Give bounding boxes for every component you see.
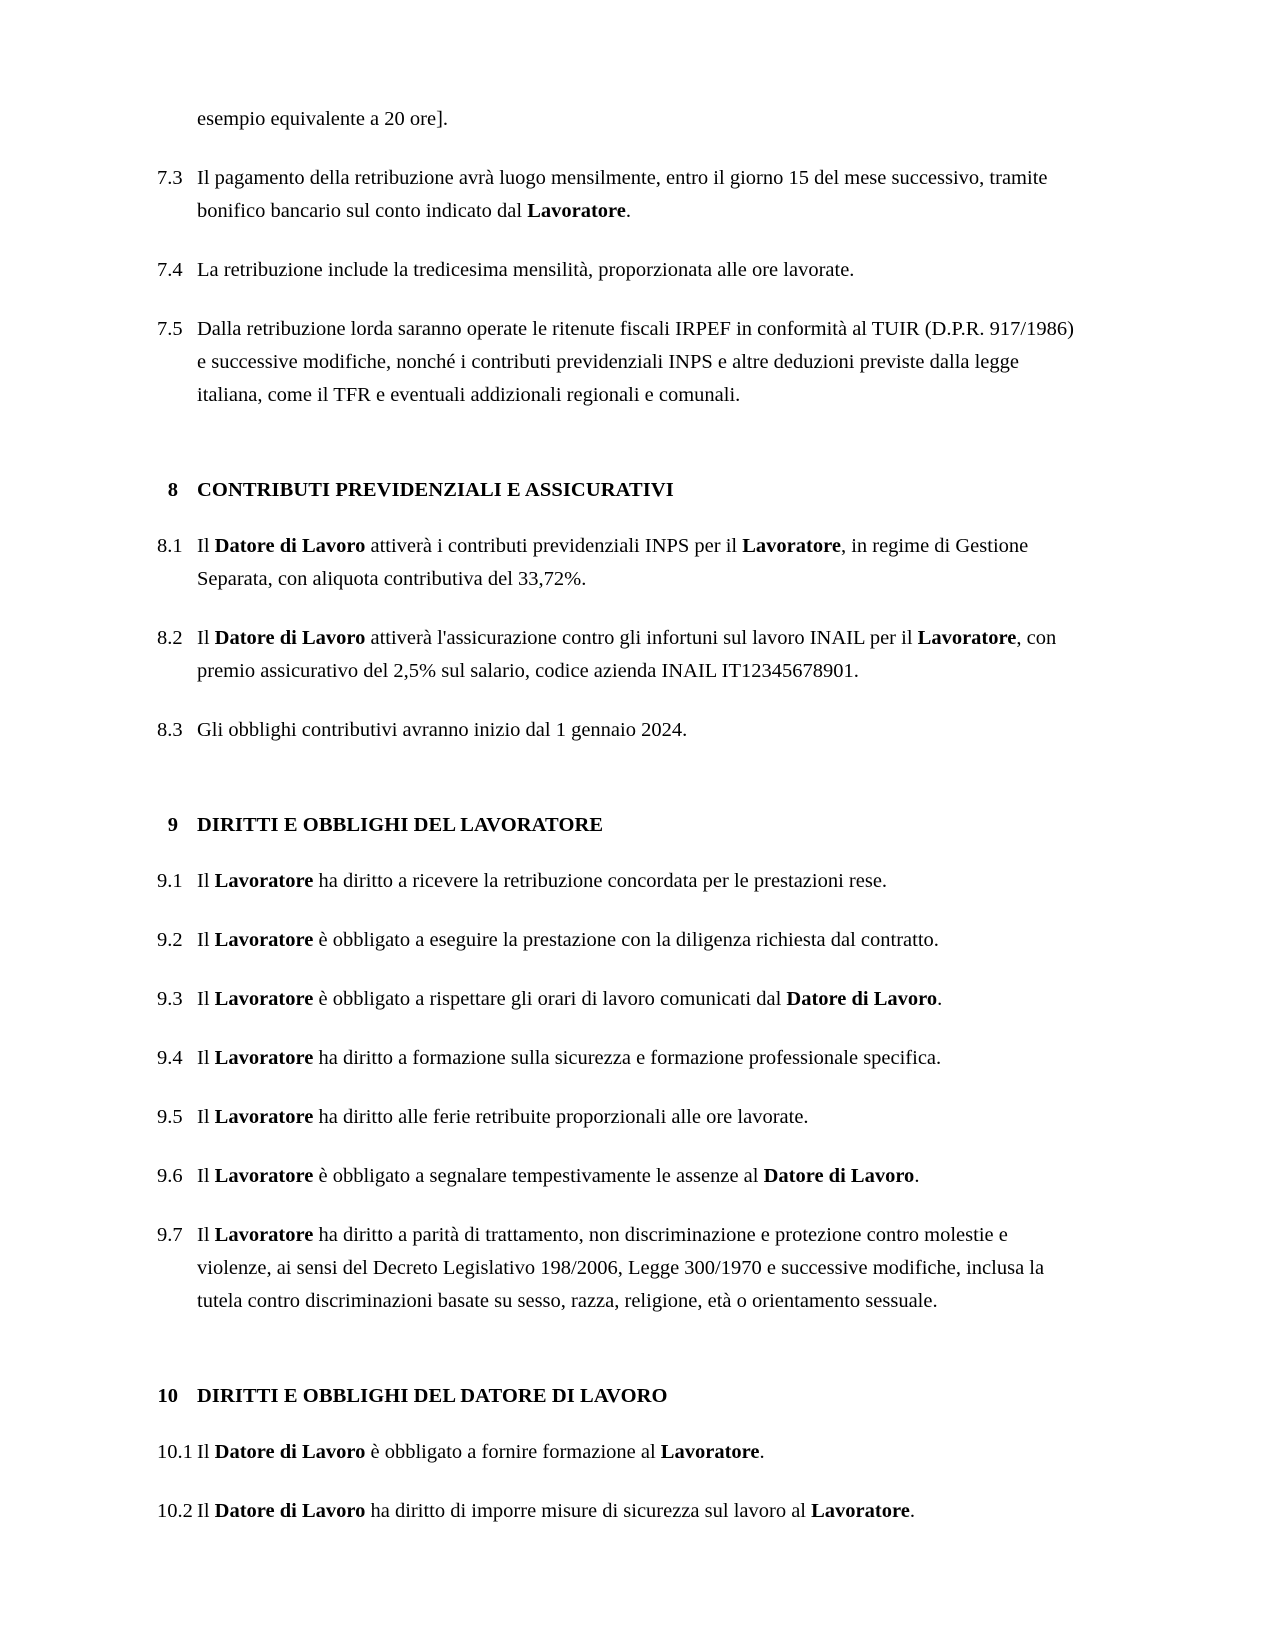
document-body bbox=[157, 103, 1078, 1528]
clause-text: Il Lavoratore ha diritto a formazione sulla sicurezza e formazione professionale specifica. bbox=[197, 1047, 942, 1069]
clause-text: Il Datore di Lavoro è obbligato a fornire formazione al Lavoratore. bbox=[197, 1441, 765, 1463]
clause-text: Il Lavoratore è obbligato a rispettare gli orari di lavoro comunicati dal Datore di Lavoro. bbox=[197, 988, 943, 1010]
clause-item bbox=[157, 254, 1078, 287]
clause-item bbox=[157, 1042, 1078, 1075]
clause-number: 9.5 bbox=[157, 1106, 183, 1128]
clause-number: 8.3 bbox=[157, 719, 183, 741]
clause-number: 9.1 bbox=[157, 870, 183, 892]
section-title: CONTRIBUTI PREVIDENZIALI E ASSICURATIVI bbox=[197, 479, 674, 501]
clause-number: 9.6 bbox=[157, 1165, 183, 1187]
section-title: DIRITTI E OBBLIGHI DEL LAVORATORE bbox=[197, 814, 604, 836]
clause-text: Dalla retribuzione lorda saranno operate le ritenute fiscali IRPEF in conformità al TUIR (D.P.R. 917/1986) e successive modifiche, nonché i contributi previdenziali INPS e altre deduzioni previste dalla legge italiana, come il TFR e eventuali addizionali regionali e comunali. bbox=[197, 318, 1074, 406]
clause-number: 8.2 bbox=[157, 627, 183, 649]
clause-text: Il Datore di Lavoro attiverà i contributi previdenziali INPS per il Lavoratore, in regime di Gestione Separata, con aliquota contributiva del 33,72%. bbox=[197, 535, 1029, 590]
clause-number: 8.1 bbox=[157, 535, 183, 557]
clause-text: Il Lavoratore ha diritto a parità di trattamento, non discriminazione e protezione contro molestie e violenze, ai sensi del Decreto Legislativo 198/2006, Legge 300/1970 e successive modifiche, inclusa la tutela contro discriminazioni basate su sesso, razza, religione, età o orientamento sessuale. bbox=[197, 1224, 1045, 1312]
clause-number: 10.1 bbox=[157, 1441, 193, 1463]
clause-item bbox=[157, 622, 1078, 688]
clause-item bbox=[157, 162, 1078, 228]
clause-item bbox=[157, 714, 1078, 747]
clause-text: La retribuzione include la tredicesima mensilità, proporzionata alle ore lavorate. bbox=[197, 259, 855, 281]
section-heading bbox=[157, 809, 1078, 842]
section-number: 9 bbox=[167, 814, 178, 836]
clause-list bbox=[157, 162, 1078, 1528]
clause-item bbox=[157, 865, 1078, 898]
section-number: 8 bbox=[167, 479, 178, 501]
clause-number: 9.3 bbox=[157, 988, 183, 1010]
clause-number: 7.3 bbox=[157, 167, 183, 189]
carry-over-line: esempio equivalente a 20 ore]. bbox=[197, 108, 449, 130]
clause-number: 9.2 bbox=[157, 929, 183, 951]
clause-item bbox=[157, 924, 1078, 957]
clause-number: 10.2 bbox=[157, 1500, 193, 1522]
clause-item bbox=[157, 1495, 1078, 1528]
clause-item bbox=[157, 983, 1078, 1016]
clause-item bbox=[157, 1160, 1078, 1193]
clause-item bbox=[157, 1436, 1078, 1469]
clause-text: Il Lavoratore ha diritto alle ferie retribuite proporzionali alle ore lavorate. bbox=[197, 1106, 809, 1128]
clause-text: Il Lavoratore ha diritto a ricevere la retribuzione concordata per le prestazioni rese. bbox=[197, 870, 888, 892]
clause-text: Il Datore di Lavoro attiverà l'assicurazione contro gli infortuni sul lavoro INAIL per il Lavoratore, con premio assicurativo del 2,5% sul salario, codice azienda INAIL IT12345678901. bbox=[197, 627, 1057, 682]
clause-text: Il Lavoratore è obbligato a segnalare tempestivamente le assenze al Datore di Lavoro. bbox=[197, 1165, 920, 1187]
clause-text: Gli obblighi contributivi avranno inizio dal 1 gennaio 2024. bbox=[197, 719, 688, 741]
clause-text: Il Lavoratore è obbligato a eseguire la prestazione con la diligenza richiesta dal contratto. bbox=[197, 929, 939, 951]
clause-text: Il pagamento della retribuzione avrà luogo mensilmente, entro il giorno 15 del mese successivo, tramite bonifico bancario sul conto indicato dal Lavoratore. bbox=[197, 167, 1048, 222]
section-number: 10 bbox=[157, 1385, 178, 1407]
clause-number: 7.4 bbox=[157, 259, 183, 281]
clause-number: 7.5 bbox=[157, 318, 183, 340]
section-title: DIRITTI E OBBLIGHI DEL DATORE DI LAVORO bbox=[197, 1385, 668, 1407]
clause-number: 9.7 bbox=[157, 1224, 183, 1246]
section-heading bbox=[157, 474, 1078, 507]
clause-number: 9.4 bbox=[157, 1047, 183, 1069]
clause-text: Il Datore di Lavoro ha diritto di imporre misure di sicurezza sul lavoro al Lavoratore. bbox=[197, 1500, 915, 1522]
clause-item bbox=[157, 530, 1078, 596]
clause-item bbox=[157, 1101, 1078, 1134]
clause-item bbox=[157, 313, 1078, 412]
clause-item bbox=[157, 1219, 1078, 1318]
section-heading bbox=[157, 1380, 1078, 1413]
